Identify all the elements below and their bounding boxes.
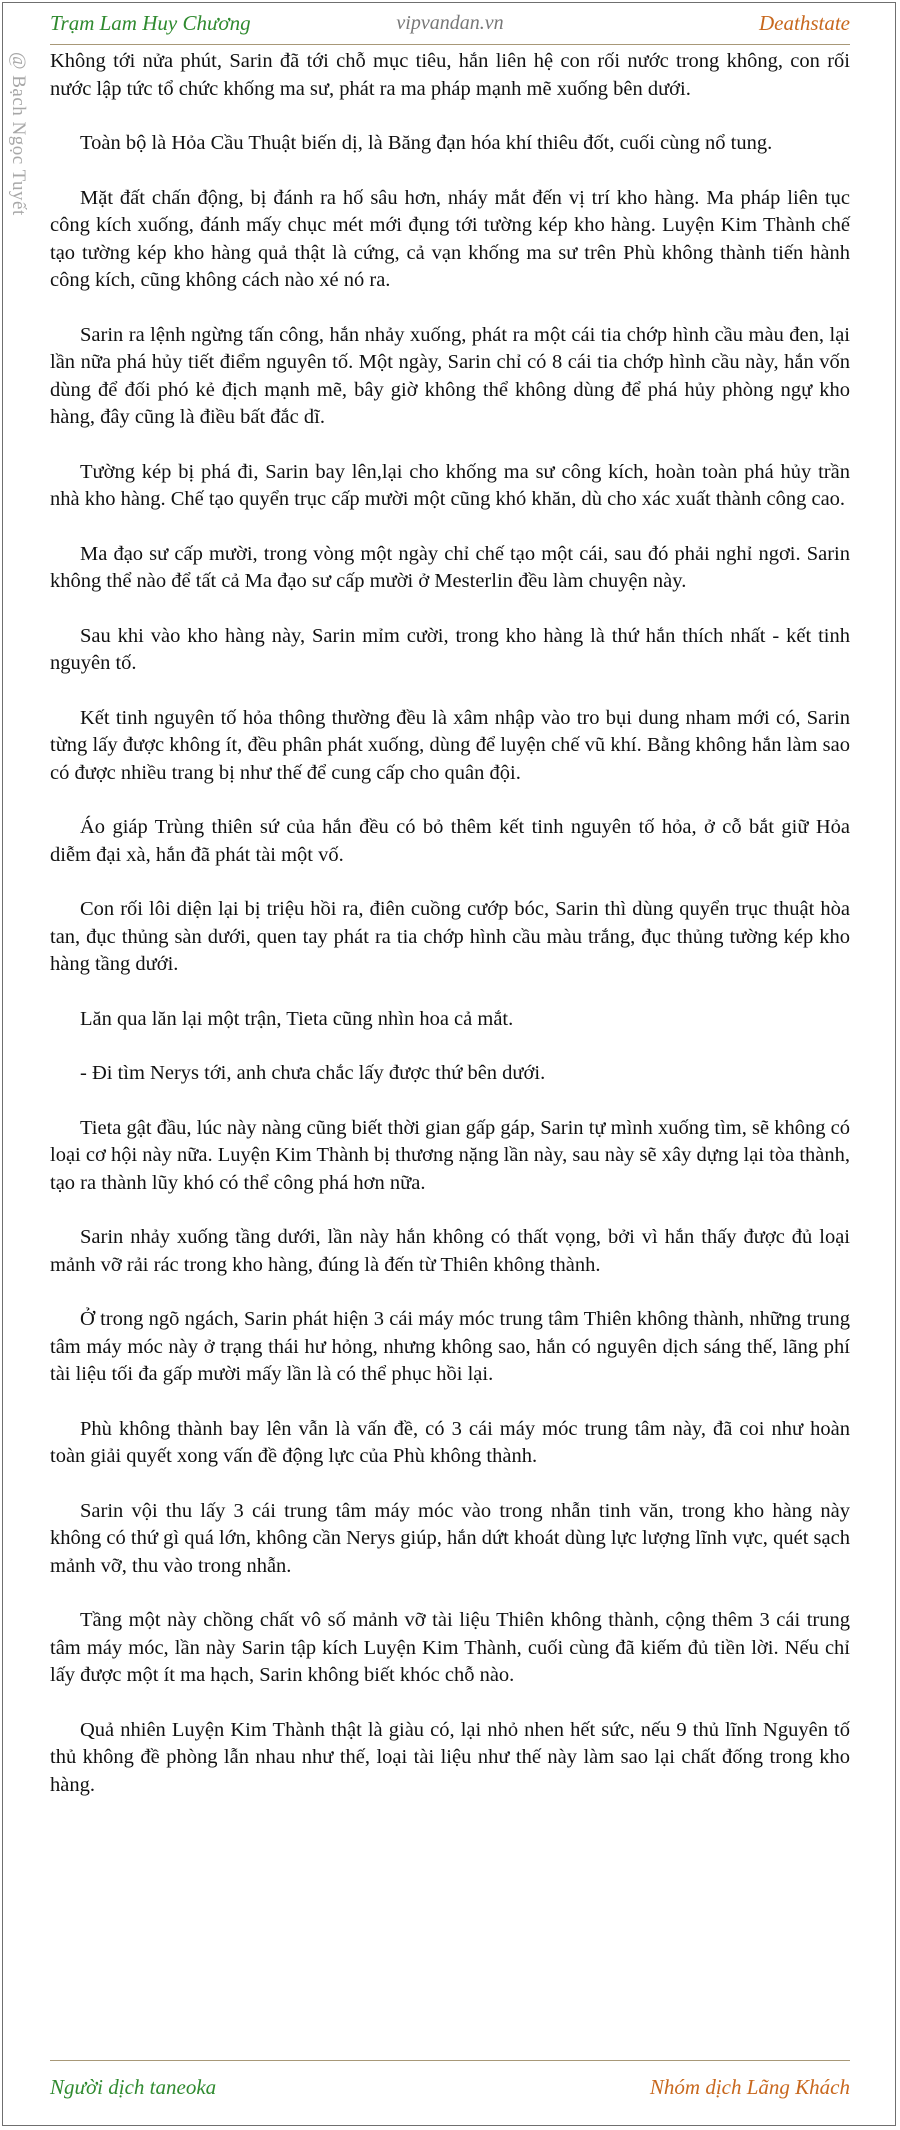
paragraph: Phù không thành bay lên vẫn là vấn đề, có 3 cái máy móc trung tâm này, đã coi như hoàn toàn giải quyết xong vấn đề động lực của Phù không thành. (50, 1417, 850, 1467)
paragraph: Sarin ra lệnh ngừng tấn công, hắn nhảy xuống, phát ra một cái tia chớp hình cầu màu đen, lại lần nữa phá hủy tiết điểm nguyên tố. Một ngày, Sarin chỉ có 8 cái tia chớp hình cầu này, hắn vốn dùng để đối phó kẻ địch mạnh mẽ, bây giờ không thể không dùng để phá hủy phòng ngự kho hàng, đây cũng là điều bất đắc dĩ. (50, 323, 850, 428)
paragraph: Không tới nửa phút, Sarin đã tới chỗ mục tiêu, hắn liên hệ con rối nước trong không, con rối nước lập tức tổ chức khống ma sư, phát ra ma pháp mạnh mẽ xuống bên dưới. (50, 50, 850, 100)
paragraph: Sarin nhảy xuống tầng dưới, lần này hắn không có thất vọng, bởi vì hắn thấy được đủ loại mảnh vỡ rải rác trong kho hàng, đúng là đến từ Thiên không thành. (50, 1226, 850, 1276)
header-divider (50, 44, 850, 45)
paragraph: Quả nhiên Luyện Kim Thành thật là giàu có, lại nhỏ nhen hết sức, nếu 9 thủ lĩnh Nguyên tố thủ không đề phòng lẫn nhau như thế, loại tài liệu như thế này làm sao lại chất đống trong kho hàng. (50, 1718, 850, 1796)
paragraph: Sau khi vào kho hàng này, Sarin mỉm cười, trong kho hàng là thứ hắn thích nhất - kết tinh nguyên tố. (50, 624, 850, 674)
paragraph: Toàn bộ là Hỏa Cầu Thuật biến dị, là Băng đạn hóa khí thiêu đốt, cuối cùng nổ tung. (80, 132, 773, 154)
paragraph: Tầng một này chồng chất vô số mảnh vỡ tài liệu Thiên không thành, cộng thêm 3 cái trung tâm máy móc, lần này Sarin tập kích Luyện Kim Thành, cuối cùng đã kiếm đủ tiền lời. Nếu chỉ lấy được một ít ma hạch, Sarin không biết khóc chỗ nào. (50, 1609, 850, 1686)
side-watermark: @ Bạch Ngọc Tuyết (8, 52, 29, 216)
paragraph: Kết tinh nguyên tố hỏa thông thường đều là xâm nhập vào tro bụi dung nham mới có, Sarin từng lấy được không ít, đều phân phát xuống, dùng để luyện chế vũ khí. Bằng không hắn làm sao có được nhiều trang bị như thế để cung cấp cho quân đội. (50, 706, 850, 784)
dialogue-line: - Đi tìm Nerys tới, anh chưa chắc lấy được thứ bên dưới. (80, 1062, 546, 1084)
paragraph: Con rối lôi diện lại bị triệu hồi ra, điên cuồng cướp bóc, Sarin thì dùng quyển trục thuật hòa tan, đục thủng sàn dưới, quen tay phát ra tia chớp hình cầu màu trắng, đục thủng tường kép kho hàng tầng dưới. (50, 898, 850, 975)
paragraph: Sarin vội thu lấy 3 cái trung tâm máy móc vào trong nhẫn tinh văn, trong kho hàng này không có thứ gì quá lớn, không cần Nerys giúp, hắn dứt khoát dùng lực lượng lĩnh vực, quét sạch mảnh vỡ, thu vào trong nhẫn. (50, 1499, 850, 1577)
paragraph: Ma đạo sư cấp mười, trong vòng một ngày chỉ chế tạo một cái, sau đó phải nghỉ ngơi. Sarin không thể nào để tất cả Ma đạo sư cấp mười ở Mesterlin đều làm chuyện này. (50, 542, 850, 592)
footer-translator: Người dịch taneoka (50, 2075, 217, 2099)
chapter-body (50, 48, 850, 1826)
paragraph: Tieta gật đầu, lúc này nàng cũng biết thời gian gấp gáp, Sarin tự mình xuống tìm, sẽ không có loại cơ hội này nữa. Luyện Kim Thành bị thương nặng lần này, sau này sẽ xây dựng lại tòa thành, tạo ra thành lũy khó có thể công phá hơn nữa. (50, 1116, 850, 1194)
page-header (50, 6, 850, 44)
paragraph: Lăn qua lăn lại một trận, Tieta cũng nhìn hoa cả mắt. (80, 1007, 514, 1030)
footer-divider (50, 2060, 850, 2061)
header-book-title: Deathstate (759, 11, 850, 35)
header-site-url: vipvandan.vn (396, 12, 504, 34)
header-site-name: Trạm Lam Huy Chương (50, 11, 251, 35)
page-footer (50, 2064, 850, 2104)
paragraph: Áo giáp Trùng thiên sứ của hắn đều có bỏ thêm kết tinh nguyên tố hỏa, ở cỗ bắt giữ Hỏa diễm đại xà, hắn đã phát tài một vố. (50, 816, 850, 866)
paragraph: Ở trong ngõ ngách, Sarin phát hiện 3 cái máy móc trung tâm Thiên không thành, những trung tâm máy móc này ở trạng thái hư hỏng, nhưng không sao, hắn có nguyên dịch sáng thế, lãng phí tài liệu tối đa gấp mười mấy lần là có thể phục hồi lại. (50, 1308, 850, 1385)
paragraph: Tường kép bị phá đi, Sarin bay lên,lại cho khống ma sư công kích, hoàn toàn phá hủy trần nhà kho hàng. Chế tạo quyển trục cấp mười một cũng khó khăn, dù cho xác xuất thành công cao. (50, 460, 850, 510)
paragraph: Mặt đất chấn động, bị đánh ra hố sâu hơn, nháy mắt đến vị trí kho hàng. Ma pháp liên tục công kích xuống, đánh mấy chục mét mới đụng tới tường kép kho hàng. Luyện Kim Thành chế tạo tường kép kho hàng quả thật là cứng, cả vạn khống ma sư trên Phù không thành tiến hành công kích, cũng không cách nào xé nó ra. (50, 186, 850, 291)
footer-group: Nhóm dịch Lãng Khách (649, 2075, 850, 2099)
